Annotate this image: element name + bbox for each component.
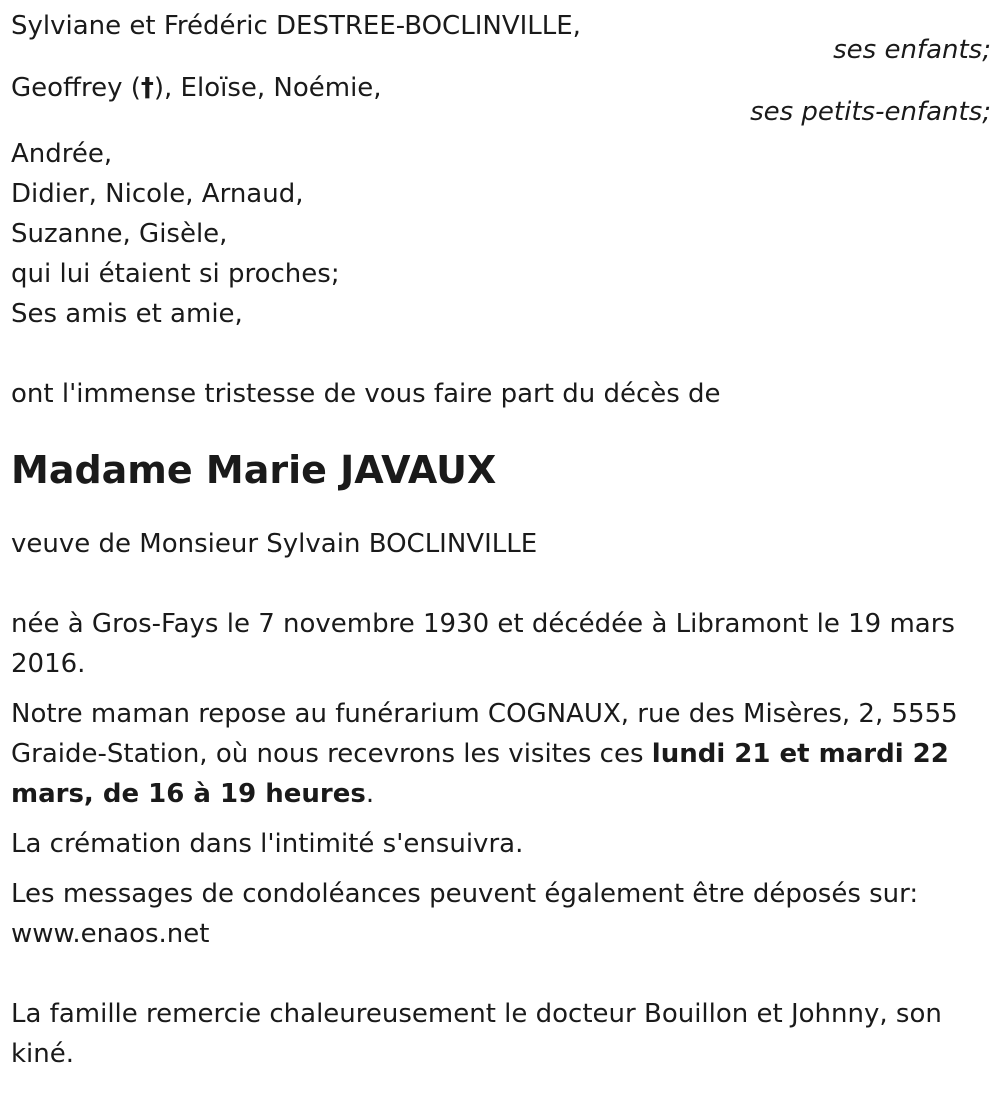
thanks-text: La famille remercie chaleureusement le docteur Bouillon et Johnny, son kiné.: [11, 999, 942, 1069]
birth-death-text: née à Gros-Fays le 7 novembre 1930 et décédée à Libramont le 19 mars 2016.: [11, 609, 955, 679]
close-relative-line: Suzanne, Gisèle,: [11, 219, 228, 249]
close-relative-line: qui lui étaient si proches;: [11, 259, 340, 289]
children-names: Sylviane et Frédéric DESTREE-BOCLINVILLE,: [11, 11, 581, 41]
deceased-name: Madame Marie JAVAUX: [11, 448, 497, 492]
condolences-text: Les messages de condoléances peuvent également être déposés sur: www.enaos.net: [11, 879, 919, 949]
cross-icon: †: [140, 73, 154, 103]
grandchild-first: Geoffrey (: [11, 73, 141, 103]
cremation-text: La crémation dans l'intimité s'ensuivra.: [11, 829, 524, 859]
close-relative-line: Didier, Nicole, Arnaud,: [11, 179, 304, 209]
widow-of-text: veuve de Monsieur Sylvain BOCLINVILLE: [11, 529, 538, 559]
announcement-text: ont l'immense tristesse de vous faire part du décès de: [11, 379, 721, 409]
close-relatives: [11, 134, 991, 334]
close-relative-line: Andrée,: [11, 139, 113, 169]
obituary-notice: [11, 6, 991, 1074]
close-relative-line: Ses amis et amie,: [11, 299, 243, 329]
visitation-before: Notre maman repose au funérarium COGNAUX, rue des Misères, 2, 5555 Graide-Station, où nous recevrons les visites ces: [11, 699, 958, 769]
visitation-dates: lundi 21 et mardi 22 mars, de 16 à 19 heures: [11, 739, 949, 809]
grandchildren-rest: ), Eloïse, Noémie,: [153, 73, 382, 103]
grandchildren-label: ses petits-enfants;: [750, 97, 991, 127]
visitation-after: .: [365, 779, 375, 809]
children-label: ses enfants;: [833, 35, 991, 65]
visitation-text: [11, 694, 991, 814]
